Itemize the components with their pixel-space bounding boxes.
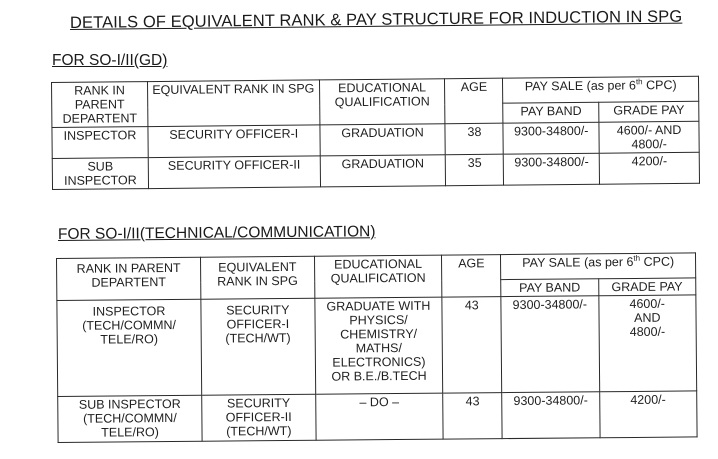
cell-age: 43 bbox=[443, 393, 502, 440]
cell-equivalent-rank: SECURITY OFFICER-I bbox=[148, 125, 320, 158]
table-row bbox=[57, 295, 697, 397]
cell-equivalent-rank: SECURITY OFFICER-I (TECH/WT) bbox=[201, 298, 315, 395]
cell-grade-pay: 4200/- bbox=[599, 152, 699, 184]
pay-scale-suffix: CPC) bbox=[640, 254, 675, 269]
header-education: EDUCATIONAL QUALIFICATION bbox=[314, 255, 442, 298]
section-heading-gd: FOR SO-I/II(GD) bbox=[52, 52, 168, 69]
pay-structure-table-technical bbox=[56, 252, 698, 443]
header-grade-pay: GRADE PAY bbox=[598, 278, 696, 296]
cell-equivalent-rank: SECURITY OFFICER-II bbox=[148, 156, 320, 189]
pay-structure-table-gd bbox=[51, 76, 700, 190]
table-row bbox=[58, 391, 697, 443]
pay-scale-suffix: CPC) bbox=[642, 77, 677, 93]
pay-scale-label: PAY SALE (as per 6 bbox=[522, 254, 634, 270]
section-heading-technical: FOR SO-I/II(TECHNICAL/COMMUNICATION) bbox=[57, 223, 376, 243]
header-equivalent-rank: EQUIVALENT RANK IN SPG bbox=[201, 256, 315, 299]
cell-equivalent-rank: SECURITY OFFICER-II (TECH/WT) bbox=[202, 394, 316, 441]
header-pay-band: PAY BAND bbox=[503, 102, 599, 123]
header-pay-scale bbox=[501, 253, 696, 280]
cell-grade-pay: 4600/- AND 4800/- bbox=[599, 121, 699, 153]
cell-pay-band: 9300-34800/- bbox=[504, 153, 600, 185]
header-age: AGE bbox=[442, 255, 501, 298]
cell-age: 35 bbox=[446, 154, 504, 186]
header-education: EDUCATIONAL QUALIFICATION bbox=[319, 79, 445, 125]
cell-rank-parent: SUB INSPECTOR (TECH/COMMN/ TELE/RO) bbox=[58, 395, 202, 442]
cell-education: – DO – bbox=[315, 393, 443, 440]
cell-education: GRADUATE WITH PHYSICS/ CHEMISTRY/ MATHS/ ELECTRONICS) OR B.E./B.TECH bbox=[314, 297, 443, 394]
header-pay-band: PAY BAND bbox=[501, 279, 599, 297]
table-row bbox=[52, 152, 699, 189]
cell-rank-parent: SUB INSPECTOR bbox=[52, 158, 148, 190]
cell-pay-band: 9300-34800/- bbox=[501, 296, 599, 393]
cell-grade-pay: 4600/- AND 4800/- bbox=[598, 295, 696, 392]
cell-grade-pay: 4200/- bbox=[599, 391, 697, 438]
header-rank-parent: RANK IN PARENT DEPARTENT bbox=[52, 82, 148, 128]
header-equivalent-rank: EQUIVALENT RANK IN SPG bbox=[147, 80, 319, 127]
header-pay-scale bbox=[503, 76, 699, 103]
cell-pay-band: 9300-34800/- bbox=[502, 392, 600, 439]
header-rank-parent: RANK IN PARENT DEPARTENT bbox=[57, 257, 201, 300]
header-age: AGE bbox=[445, 78, 503, 124]
pay-scale-label: PAY SALE (as per 6 bbox=[524, 78, 637, 94]
cell-education: GRADUATION bbox=[320, 155, 446, 187]
cell-pay-band: 9300-34800/- bbox=[503, 122, 599, 154]
header-grade-pay: GRADE PAY bbox=[599, 101, 699, 122]
pay-scale-sup: th bbox=[635, 77, 643, 87]
cell-rank-parent: INSPECTOR (TECH/COMMN/ TELE/RO) bbox=[57, 299, 202, 396]
cell-rank-parent: INSPECTOR bbox=[52, 127, 148, 159]
pay-scale-sup: th bbox=[633, 253, 641, 263]
document-title: DETAILS OF EQUIVALENT RANK & PAY STRUCTURE FOR INDUCTION IN SPG bbox=[69, 7, 683, 32]
cell-age: 43 bbox=[442, 297, 502, 394]
cell-education: GRADUATION bbox=[320, 124, 446, 156]
cell-age: 38 bbox=[445, 123, 503, 155]
